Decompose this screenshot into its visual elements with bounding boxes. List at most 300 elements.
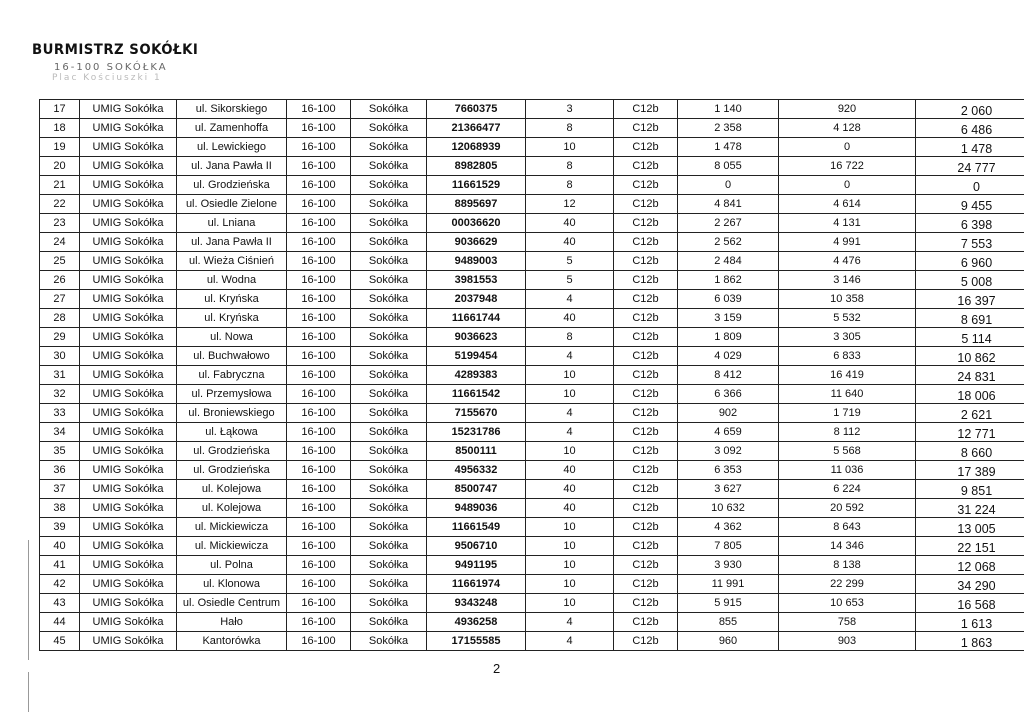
power-cell: 4 <box>526 404 614 423</box>
meter-number-cell: 7155670 <box>427 404 526 423</box>
table-row <box>40 613 1024 632</box>
row-number-cell: 19 <box>40 138 80 157</box>
meter-number-cell: 11661744 <box>427 309 526 328</box>
tariff-cell: C12b <box>614 442 678 461</box>
city-cell: Sokółka <box>351 632 427 651</box>
zone-1-usage-cell: 6 353 <box>678 461 779 480</box>
street-cell: ul. Osiedle Zielone <box>177 195 287 214</box>
operator-cell: UMIG Sokółka <box>80 556 177 575</box>
zone-2-usage-cell: 758 <box>779 613 916 632</box>
street-cell: ul. Łąkowa <box>177 423 287 442</box>
scan-edge-line <box>28 540 29 660</box>
zone-1-usage-cell: 4 029 <box>678 347 779 366</box>
page-number: 2 <box>493 661 501 676</box>
total-usage-cell: 5 008 <box>916 271 1024 290</box>
meter-number-cell: 21366477 <box>427 119 526 138</box>
table-row <box>40 233 1024 252</box>
operator-cell: UMIG Sokółka <box>80 195 177 214</box>
row-number-cell: 36 <box>40 461 80 480</box>
total-usage-cell: 9 455 <box>916 195 1024 214</box>
tariff-cell: C12b <box>614 632 678 651</box>
postal-code-cell: 16-100 <box>287 423 351 442</box>
operator-cell: UMIG Sokółka <box>80 233 177 252</box>
total-usage-cell: 7 553 <box>916 233 1024 252</box>
table-row <box>40 290 1024 309</box>
table-row <box>40 461 1024 480</box>
tariff-cell: C12b <box>614 537 678 556</box>
power-cell: 10 <box>526 556 614 575</box>
row-number-cell: 22 <box>40 195 80 214</box>
row-number-cell: 33 <box>40 404 80 423</box>
table-row <box>40 404 1024 423</box>
row-number-cell: 25 <box>40 252 80 271</box>
street-cell: ul. Mickiewicza <box>177 518 287 537</box>
city-cell: Sokółka <box>351 195 427 214</box>
meter-number-cell: 11661549 <box>427 518 526 537</box>
zone-1-usage-cell: 1 862 <box>678 271 779 290</box>
power-cell: 4 <box>526 423 614 442</box>
tariff-cell: C12b <box>614 233 678 252</box>
meter-number-cell: 11661542 <box>427 385 526 404</box>
zone-1-usage-cell: 8 412 <box>678 366 779 385</box>
power-cell: 40 <box>526 499 614 518</box>
row-number-cell: 28 <box>40 309 80 328</box>
city-cell: Sokółka <box>351 290 427 309</box>
row-number-cell: 43 <box>40 594 80 613</box>
street-cell: Hało <box>177 613 287 632</box>
zone-1-usage-cell: 1 478 <box>678 138 779 157</box>
table-row <box>40 499 1024 518</box>
postal-code-cell: 16-100 <box>287 138 351 157</box>
total-usage-cell: 9 851 <box>916 480 1024 499</box>
street-cell: ul. Sikorskiego <box>177 100 287 119</box>
operator-cell: UMIG Sokółka <box>80 366 177 385</box>
street-cell: ul. Wodna <box>177 271 287 290</box>
street-cell: ul. Nowa <box>177 328 287 347</box>
tariff-cell: C12b <box>614 423 678 442</box>
row-number-cell: 42 <box>40 575 80 594</box>
meter-number-cell: 9489036 <box>427 499 526 518</box>
postal-code-cell: 16-100 <box>287 100 351 119</box>
meter-number-cell: 9491195 <box>427 556 526 575</box>
street-cell: ul. Wieża Ciśnień <box>177 252 287 271</box>
zone-1-usage-cell: 6 366 <box>678 385 779 404</box>
table-row <box>40 480 1024 499</box>
total-usage-cell: 22 151 <box>916 537 1024 556</box>
stamp-postal-line: 16-100 SOKÓŁKA <box>54 62 168 73</box>
postal-code-cell: 16-100 <box>287 480 351 499</box>
power-cell: 10 <box>526 594 614 613</box>
zone-1-usage-cell: 2 484 <box>678 252 779 271</box>
city-cell: Sokółka <box>351 252 427 271</box>
power-cell: 40 <box>526 480 614 499</box>
power-cell: 8 <box>526 157 614 176</box>
row-number-cell: 20 <box>40 157 80 176</box>
city-cell: Sokółka <box>351 613 427 632</box>
tariff-cell: C12b <box>614 100 678 119</box>
tariff-cell: C12b <box>614 347 678 366</box>
operator-cell: UMIG Sokółka <box>80 347 177 366</box>
table-row <box>40 423 1024 442</box>
meter-number-cell: 9343248 <box>427 594 526 613</box>
city-cell: Sokółka <box>351 366 427 385</box>
power-cell: 8 <box>526 119 614 138</box>
city-cell: Sokółka <box>351 537 427 556</box>
street-cell: ul. Grodzieńska <box>177 176 287 195</box>
city-cell: Sokółka <box>351 157 427 176</box>
postal-code-cell: 16-100 <box>287 309 351 328</box>
zone-1-usage-cell: 5 915 <box>678 594 779 613</box>
meter-number-cell: 5199454 <box>427 347 526 366</box>
zone-1-usage-cell: 2 267 <box>678 214 779 233</box>
meter-number-cell: 8500747 <box>427 480 526 499</box>
postal-code-cell: 16-100 <box>287 290 351 309</box>
power-cell: 5 <box>526 271 614 290</box>
meter-number-cell: 17155585 <box>427 632 526 651</box>
total-usage-cell: 1 863 <box>916 632 1024 651</box>
row-number-cell: 26 <box>40 271 80 290</box>
scan-edge-line <box>28 672 29 712</box>
meter-number-cell: 4936258 <box>427 613 526 632</box>
zone-2-usage-cell: 11 640 <box>779 385 916 404</box>
zone-2-usage-cell: 14 346 <box>779 537 916 556</box>
power-cell: 40 <box>526 214 614 233</box>
city-cell: Sokółka <box>351 404 427 423</box>
city-cell: Sokółka <box>351 119 427 138</box>
zone-2-usage-cell: 16 722 <box>779 157 916 176</box>
city-cell: Sokółka <box>351 176 427 195</box>
operator-cell: UMIG Sokółka <box>80 271 177 290</box>
power-cell: 8 <box>526 176 614 195</box>
row-number-cell: 17 <box>40 100 80 119</box>
zone-1-usage-cell: 1 140 <box>678 100 779 119</box>
postal-code-cell: 16-100 <box>287 366 351 385</box>
operator-cell: UMIG Sokółka <box>80 328 177 347</box>
zone-2-usage-cell: 4 131 <box>779 214 916 233</box>
zone-2-usage-cell: 8 112 <box>779 423 916 442</box>
total-usage-cell: 16 397 <box>916 290 1024 309</box>
postal-code-cell: 16-100 <box>287 233 351 252</box>
table-row <box>40 252 1024 271</box>
operator-cell: UMIG Sokółka <box>80 423 177 442</box>
meter-number-cell: 11661529 <box>427 176 526 195</box>
row-number-cell: 32 <box>40 385 80 404</box>
tariff-cell: C12b <box>614 385 678 404</box>
zone-2-usage-cell: 5 532 <box>779 309 916 328</box>
power-cell: 10 <box>526 442 614 461</box>
tariff-cell: C12b <box>614 518 678 537</box>
meter-number-cell: 12068939 <box>427 138 526 157</box>
operator-cell: UMIG Sokółka <box>80 518 177 537</box>
table-row <box>40 366 1024 385</box>
row-number-cell: 35 <box>40 442 80 461</box>
power-cell: 3 <box>526 100 614 119</box>
operator-cell: UMIG Sokółka <box>80 632 177 651</box>
meter-number-cell: 9036623 <box>427 328 526 347</box>
total-usage-cell: 0 <box>916 176 1024 195</box>
total-usage-cell: 6 960 <box>916 252 1024 271</box>
zone-2-usage-cell: 4 991 <box>779 233 916 252</box>
total-usage-cell: 17 389 <box>916 461 1024 480</box>
total-usage-cell: 5 114 <box>916 328 1024 347</box>
tariff-cell: C12b <box>614 366 678 385</box>
meter-number-cell: 4289383 <box>427 366 526 385</box>
total-usage-cell: 1 613 <box>916 613 1024 632</box>
zone-1-usage-cell: 4 659 <box>678 423 779 442</box>
operator-cell: UMIG Sokółka <box>80 119 177 138</box>
table-row <box>40 632 1024 651</box>
row-number-cell: 31 <box>40 366 80 385</box>
total-usage-cell: 8 660 <box>916 442 1024 461</box>
total-usage-cell: 24 831 <box>916 366 1024 385</box>
operator-cell: UMIG Sokółka <box>80 100 177 119</box>
row-number-cell: 34 <box>40 423 80 442</box>
zone-1-usage-cell: 7 805 <box>678 537 779 556</box>
zone-2-usage-cell: 3 146 <box>779 271 916 290</box>
tariff-cell: C12b <box>614 271 678 290</box>
table-row <box>40 214 1024 233</box>
table-body <box>40 100 1024 651</box>
meter-number-cell: 11661974 <box>427 575 526 594</box>
street-cell: ul. Fabryczna <box>177 366 287 385</box>
operator-cell: UMIG Sokółka <box>80 537 177 556</box>
meter-number-cell: 3981553 <box>427 271 526 290</box>
meter-number-cell: 2037948 <box>427 290 526 309</box>
zone-2-usage-cell: 8 138 <box>779 556 916 575</box>
table-row <box>40 195 1024 214</box>
stamp-address-line: Plac Kościuszki 1 <box>52 73 162 80</box>
zone-2-usage-cell: 4 128 <box>779 119 916 138</box>
zone-2-usage-cell: 11 036 <box>779 461 916 480</box>
tariff-cell: C12b <box>614 157 678 176</box>
street-cell: ul. Grodzieńska <box>177 461 287 480</box>
total-usage-cell: 12 771 <box>916 423 1024 442</box>
power-cell: 12 <box>526 195 614 214</box>
city-cell: Sokółka <box>351 499 427 518</box>
tariff-cell: C12b <box>614 119 678 138</box>
postal-code-cell: 16-100 <box>287 461 351 480</box>
street-cell: ul. Kryńska <box>177 309 287 328</box>
postal-code-cell: 16-100 <box>287 404 351 423</box>
power-cell: 40 <box>526 309 614 328</box>
row-number-cell: 21 <box>40 176 80 195</box>
street-cell: ul. Klonowa <box>177 575 287 594</box>
row-number-cell: 18 <box>40 119 80 138</box>
row-number-cell: 29 <box>40 328 80 347</box>
meter-number-cell: 8500111 <box>427 442 526 461</box>
row-number-cell: 45 <box>40 632 80 651</box>
tariff-cell: C12b <box>614 556 678 575</box>
tariff-cell: C12b <box>614 214 678 233</box>
zone-2-usage-cell: 6 224 <box>779 480 916 499</box>
total-usage-cell: 6 486 <box>916 119 1024 138</box>
total-usage-cell: 6 398 <box>916 214 1024 233</box>
row-number-cell: 40 <box>40 537 80 556</box>
meter-number-cell: 4956332 <box>427 461 526 480</box>
table-row <box>40 271 1024 290</box>
power-cell: 4 <box>526 613 614 632</box>
postal-code-cell: 16-100 <box>287 499 351 518</box>
zone-2-usage-cell: 20 592 <box>779 499 916 518</box>
tariff-cell: C12b <box>614 499 678 518</box>
row-number-cell: 30 <box>40 347 80 366</box>
operator-cell: UMIG Sokółka <box>80 309 177 328</box>
total-usage-cell: 16 568 <box>916 594 1024 613</box>
operator-cell: UMIG Sokółka <box>80 157 177 176</box>
row-number-cell: 38 <box>40 499 80 518</box>
city-cell: Sokółka <box>351 556 427 575</box>
power-cell: 40 <box>526 461 614 480</box>
zone-2-usage-cell: 10 358 <box>779 290 916 309</box>
zone-1-usage-cell: 10 632 <box>678 499 779 518</box>
row-number-cell: 37 <box>40 480 80 499</box>
meter-number-cell: 7660375 <box>427 100 526 119</box>
row-number-cell: 24 <box>40 233 80 252</box>
total-usage-cell: 2 060 <box>916 100 1024 119</box>
table-row <box>40 347 1024 366</box>
postal-code-cell: 16-100 <box>287 537 351 556</box>
power-cell: 10 <box>526 518 614 537</box>
operator-cell: UMIG Sokółka <box>80 252 177 271</box>
postal-code-cell: 16-100 <box>287 176 351 195</box>
street-cell: ul. Lewickiego <box>177 138 287 157</box>
table-row <box>40 594 1024 613</box>
total-usage-cell: 34 290 <box>916 575 1024 594</box>
data-table <box>39 99 1024 651</box>
zone-2-usage-cell: 5 568 <box>779 442 916 461</box>
postal-code-cell: 16-100 <box>287 214 351 233</box>
table-row <box>40 138 1024 157</box>
row-number-cell: 44 <box>40 613 80 632</box>
total-usage-cell: 31 224 <box>916 499 1024 518</box>
zone-1-usage-cell: 2 562 <box>678 233 779 252</box>
city-cell: Sokółka <box>351 594 427 613</box>
meter-number-cell: 15231786 <box>427 423 526 442</box>
tariff-cell: C12b <box>614 138 678 157</box>
zone-2-usage-cell: 6 833 <box>779 347 916 366</box>
zone-2-usage-cell: 3 305 <box>779 328 916 347</box>
city-cell: Sokółka <box>351 347 427 366</box>
zone-2-usage-cell: 920 <box>779 100 916 119</box>
zone-2-usage-cell: 4 614 <box>779 195 916 214</box>
postal-code-cell: 16-100 <box>287 385 351 404</box>
tariff-cell: C12b <box>614 309 678 328</box>
street-cell: ul. Jana Pawła II <box>177 233 287 252</box>
city-cell: Sokółka <box>351 100 427 119</box>
power-cell: 8 <box>526 328 614 347</box>
table-row <box>40 309 1024 328</box>
power-cell: 4 <box>526 290 614 309</box>
table-row <box>40 176 1024 195</box>
zone-1-usage-cell: 0 <box>678 176 779 195</box>
table-row <box>40 518 1024 537</box>
power-cell: 10 <box>526 366 614 385</box>
operator-cell: UMIG Sokółka <box>80 499 177 518</box>
postal-code-cell: 16-100 <box>287 252 351 271</box>
postal-code-cell: 16-100 <box>287 119 351 138</box>
street-cell: ul. Kolejowa <box>177 480 287 499</box>
city-cell: Sokółka <box>351 423 427 442</box>
power-cell: 10 <box>526 138 614 157</box>
total-usage-cell: 2 621 <box>916 404 1024 423</box>
meter-number-cell: 00036620 <box>427 214 526 233</box>
tariff-cell: C12b <box>614 404 678 423</box>
street-cell: ul. Grodzieńska <box>177 442 287 461</box>
table-row <box>40 442 1024 461</box>
row-number-cell: 41 <box>40 556 80 575</box>
zone-1-usage-cell: 2 358 <box>678 119 779 138</box>
tariff-cell: C12b <box>614 594 678 613</box>
postal-code-cell: 16-100 <box>287 575 351 594</box>
zone-1-usage-cell: 4 841 <box>678 195 779 214</box>
street-cell: ul. Polna <box>177 556 287 575</box>
postal-code-cell: 16-100 <box>287 347 351 366</box>
power-cell: 5 <box>526 252 614 271</box>
zone-2-usage-cell: 1 719 <box>779 404 916 423</box>
city-cell: Sokółka <box>351 309 427 328</box>
city-cell: Sokółka <box>351 461 427 480</box>
meter-number-cell: 9506710 <box>427 537 526 556</box>
zone-1-usage-cell: 960 <box>678 632 779 651</box>
zone-1-usage-cell: 8 055 <box>678 157 779 176</box>
meter-number-cell: 9036629 <box>427 233 526 252</box>
street-cell: ul. Zamenhoffa <box>177 119 287 138</box>
street-cell: ul. Kolejowa <box>177 499 287 518</box>
street-cell: ul. Lniana <box>177 214 287 233</box>
total-usage-cell: 1 478 <box>916 138 1024 157</box>
meter-number-cell: 8982805 <box>427 157 526 176</box>
total-usage-cell: 13 005 <box>916 518 1024 537</box>
zone-2-usage-cell: 0 <box>779 176 916 195</box>
table-row <box>40 157 1024 176</box>
tariff-cell: C12b <box>614 252 678 271</box>
postal-code-cell: 16-100 <box>287 594 351 613</box>
power-cell: 10 <box>526 575 614 594</box>
table-row <box>40 537 1024 556</box>
table-row <box>40 100 1024 119</box>
total-usage-cell: 12 068 <box>916 556 1024 575</box>
city-cell: Sokółka <box>351 233 427 252</box>
operator-cell: UMIG Sokółka <box>80 575 177 594</box>
street-cell: ul. Broniewskiego <box>177 404 287 423</box>
street-cell: ul. Przemysłowa <box>177 385 287 404</box>
city-cell: Sokółka <box>351 271 427 290</box>
city-cell: Sokółka <box>351 442 427 461</box>
operator-cell: UMIG Sokółka <box>80 442 177 461</box>
power-cell: 4 <box>526 347 614 366</box>
tariff-cell: C12b <box>614 461 678 480</box>
tariff-cell: C12b <box>614 575 678 594</box>
street-cell: Kantorówka <box>177 632 287 651</box>
zone-1-usage-cell: 1 809 <box>678 328 779 347</box>
table-row <box>40 575 1024 594</box>
zone-1-usage-cell: 3 627 <box>678 480 779 499</box>
tariff-cell: C12b <box>614 613 678 632</box>
total-usage-cell: 24 777 <box>916 157 1024 176</box>
postal-code-cell: 16-100 <box>287 613 351 632</box>
table-row <box>40 556 1024 575</box>
operator-cell: UMIG Sokółka <box>80 461 177 480</box>
tariff-cell: C12b <box>614 290 678 309</box>
postal-code-cell: 16-100 <box>287 518 351 537</box>
city-cell: Sokółka <box>351 138 427 157</box>
zone-2-usage-cell: 22 299 <box>779 575 916 594</box>
table-row <box>40 119 1024 138</box>
zone-2-usage-cell: 0 <box>779 138 916 157</box>
operator-cell: UMIG Sokółka <box>80 176 177 195</box>
postal-code-cell: 16-100 <box>287 442 351 461</box>
street-cell: ul. Jana Pawła II <box>177 157 287 176</box>
